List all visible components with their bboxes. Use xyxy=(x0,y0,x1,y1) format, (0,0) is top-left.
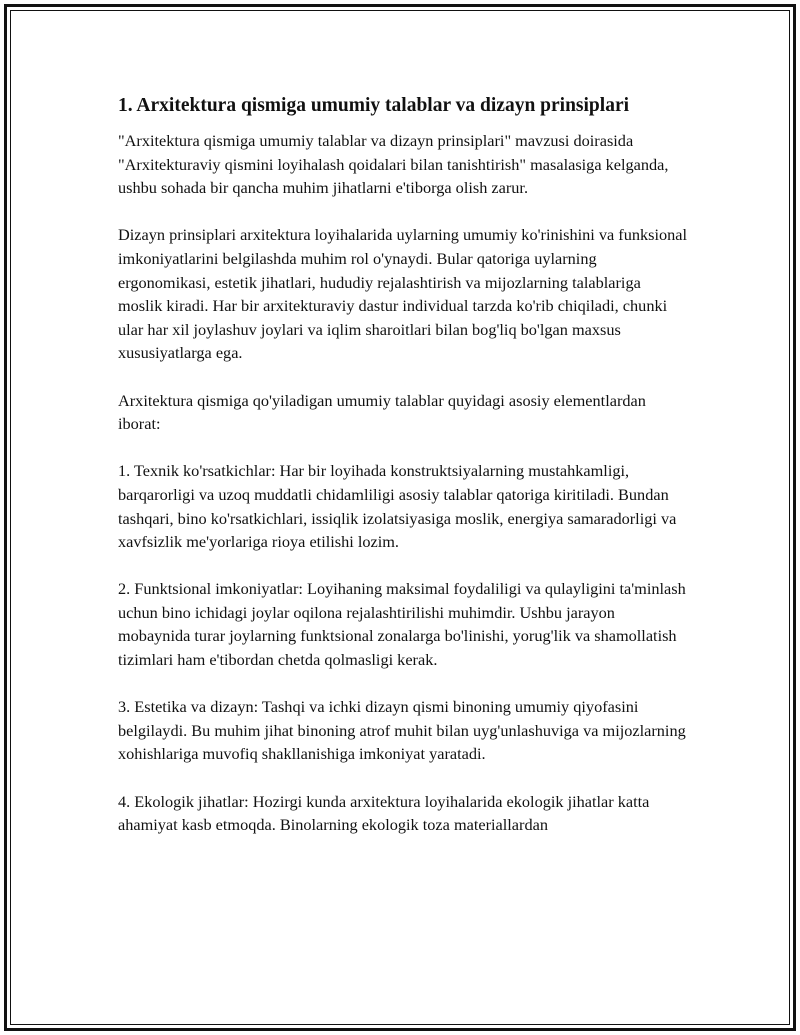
document-title: 1. Arxitektura qismiga umumiy talablar va dizayn prinsiplari xyxy=(118,95,630,116)
paragraph-functional-capabilities: 2. Funktsional imkoniyatlar: Loyihaning maksimal foydaliligi va qulayligini ta'minlash uchun bino ichidagi joylar oqilona rejalashtirilishi muhimdir. Ushbu jarayon mobaynida turar joylarning funktsional zonalarga bo'linishi, yorug'lik va shamollatish tizimlari ham e'tibordan chetda qolmasligi kerak. xyxy=(118,579,686,670)
paragraph-technical-indicators: 1. Texnik ko'rsatkichlar: Har bir loyihada konstruktsiyalarning mustahkamligi, barqarorligi va uzoq muddatli chidamliligi asosiy talablar qatoriga kiritiladi. Bundan tashqari, bino ko'rsatkichlari, issiqlik izolatsiyasiga moslik, energiya samaradorligi va xavfsizlik me'yorlariga rioya etilishi lozim. xyxy=(118,461,677,552)
document-body xyxy=(118,92,688,837)
paragraph-design-principles: Dizayn prinsiplari arxitektura loyihalarida uylarning umumiy ko'rinishini va funksional imkoniyatlarini belgilashda muhim rol o'ynaydi. Bular qatoriga uylarning ergonomikasi, estetik jihatlari, hududiy rejalashtirish va mijozlarning talablariga moslik kiradi. Har bir arxitekturaviy dastur individual tarzda ko'rib chiqiladi, chunki ular har xil joylashuv joylari va iqlim sharoitlari bilan bog'liq bo'lgan maxsus xususiyatlarga ega. xyxy=(118,225,688,363)
paragraph-intro: "Arxitektura qismiga umumiy talablar va dizayn prinsiplari" mavzusi doirasida "Arxitekturaviy qismini loyihalash qoidalari bilan tanishtirish" masalasiga kelganda, ushbu sohada bir qancha muhim jihatlarni e'tiborga olish zarur. xyxy=(118,131,669,198)
paragraph-ecological-aspects: 4. Ekologik jihatlar: Hozirgi kunda arxitektura loyihalarida ekologik jihatlar katta ahamiyat kasb etmoqda. Binolarning ekologik toza materiallardan xyxy=(118,791,650,835)
paragraph-aesthetics-design: 3. Estetika va dizayn: Tashqi va ichki dizayn qismi binoning umumiy qiyofasini belgilaydi. Bu muhim jihat binoning atrof muhit bilan uyg'unlashuviga va mijozlarning xohishlariga muvofiq shakllanishiga imkoniyat yaratadi. xyxy=(118,697,686,764)
paragraph-general-requirements: Arxitektura qismiga qo'yiladigan umumiy talablar quyidagi asosiy elementlardan iborat: xyxy=(118,390,646,434)
